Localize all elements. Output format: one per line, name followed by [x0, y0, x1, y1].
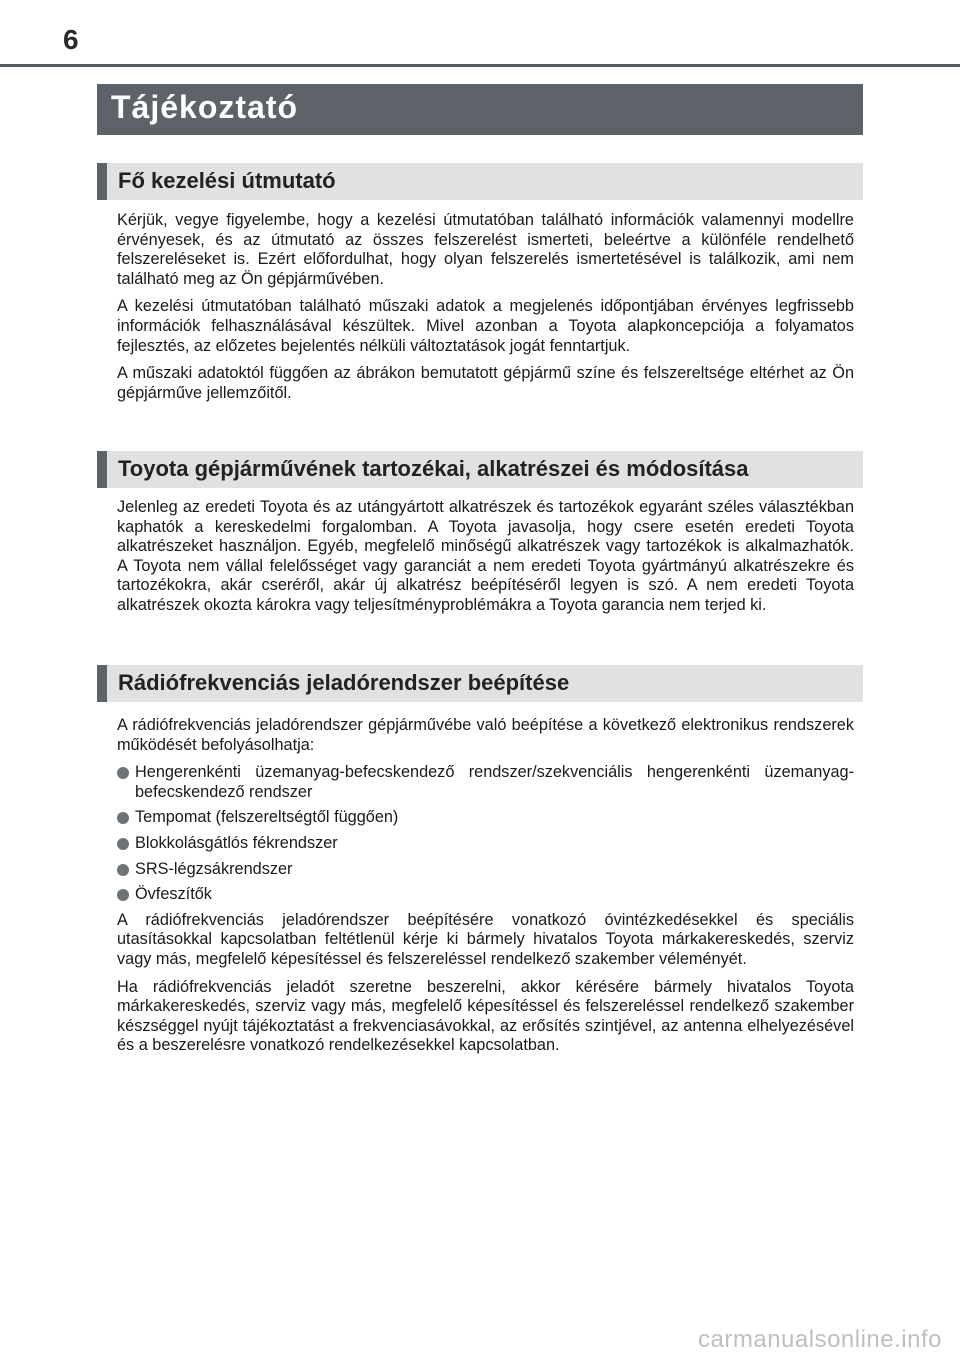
list-item: Övfeszítők: [117, 885, 854, 905]
section-body-operating-manual: [117, 211, 854, 411]
main-title-banner: [97, 84, 863, 135]
bullet-icon: [117, 838, 129, 850]
paragraph: Ha rádiófrekvenciás jeladót szeretne beszerelni, akkor kérésére bármely hivatalos Toyota márkakereskedés, szerviz vagy más, megfelelő képesítéssel és felszereléssel rendelkező szakember készséggel nyújt tájékoztatást a frekvenciasávokkal, az erősítés szintjével, az antenna elhelyezésével és a beszerelésre vonatkozó rendelkezésekkel kapcsolatban.: [117, 977, 854, 1055]
section-heading-radio-transmitter: [97, 665, 863, 702]
paragraph: A műszaki adatoktól függően az ábrákon bemutatott gépjármű színe és felszereltsége eltérhet az Ön gépjárművе jellemzőitől.: [117, 364, 854, 402]
section-heading-text: Fő kezelési útmutató: [118, 168, 336, 193]
bullet-icon: [117, 767, 129, 779]
paragraph: Kérjük, vegye figyelembe, hogy a kezelési útmutatóban található információk valamennyi modellre érvényesek, és az útmutató az összes felszerelést ismerteti, beleértve a különféle rendelhető felszereléseket is. Ezért előfordulhat, hogy olyan felszerelés ismertetésével is találkozik, ami nem található meg az Ön gépjárművében.: [117, 211, 854, 288]
section-heading-text: Rádiófrekvenciás jeladórendszer beépítése: [118, 670, 570, 695]
paragraph: A kezelési útmutatóban található műszaki adatok a megjelenés időpontjában érvényes legfrissebb információk felhasználásával készültek. Mivel azonban a Toyota alapkoncepciója a folyamatos fejlesztés, az előzetes bejelentés nélküli változtatások jogát fenntartjuk.: [117, 297, 854, 355]
main-title: Tájékoztató: [111, 89, 299, 125]
list-item: Hengerenkénti üzemanyag-befecskendező rendszer/szekvenciális hengerenkénti üzemanyag-befecskendező rendszer: [117, 763, 854, 802]
list-item: Blokkolásgátlós fékrendszer: [117, 834, 854, 854]
bullet-icon: [117, 889, 129, 901]
list-item: SRS-légzsákrendszer: [117, 860, 854, 880]
section-heading-accessories: [97, 451, 863, 488]
affected-systems-list: [117, 763, 854, 905]
section-body-radio-transmitter: [117, 716, 854, 1064]
paragraph: A rádiófrekvenciás jeladórendszer gépjárművébe való beépítése a következő elektronikus rendszerek működését befolyásolhatja:: [117, 716, 854, 754]
section-heading-text: Toyota gépjárművének tartozékai, alkatrészei és módosítása: [118, 456, 749, 481]
bullet-icon: [117, 812, 129, 824]
list-item: Tempomat (felszereltségtől függően): [117, 808, 854, 828]
paragraph: A rádiófrekvenciás jeladórendszer beépítésére vonatkozó óvintézkedésekkel és speciális utasításokkal kapcsolatban feltétlenül kérje ki bármely hivatalos Toyota márkakereskedés, szerviz vagy más, megfelelő képesítéssel és felszereléssel rendelkező szakember véleményét.: [117, 910, 854, 968]
bullet-icon: [117, 864, 129, 876]
watermark: carmanualsonline.info: [698, 1326, 942, 1353]
section-heading-operating-manual: [97, 163, 863, 200]
top-divider: [0, 64, 960, 67]
section-body-accessories: [117, 498, 854, 624]
page-number: 6: [63, 24, 79, 55]
paragraph: Jelenleg az eredeti Toyota és az utángyártott alkatrészek és tartozékok egyaránt széles választékban kaphatók a kereskedelmi forgalomban. A Toyota javasolja, hogy csere esetén eredeti Toyota alkatrészeket használjon. Egyéb, megfelelő minőségű alkatrészek vagy tartozékok is alkalmazhatók. A Toyota nem vállal felelősséget vagy garanciát a nem eredeti Toyota gyártmányú alkatrészekre és tartozékokra, akár cseréről, akár új alkatrész beépítéséről legyen is szó. A nem eredeti Toyota alkatrészek okozta károkra vagy teljesítményproblémákra a Toyota garancia nem terjed ki.: [117, 498, 854, 614]
